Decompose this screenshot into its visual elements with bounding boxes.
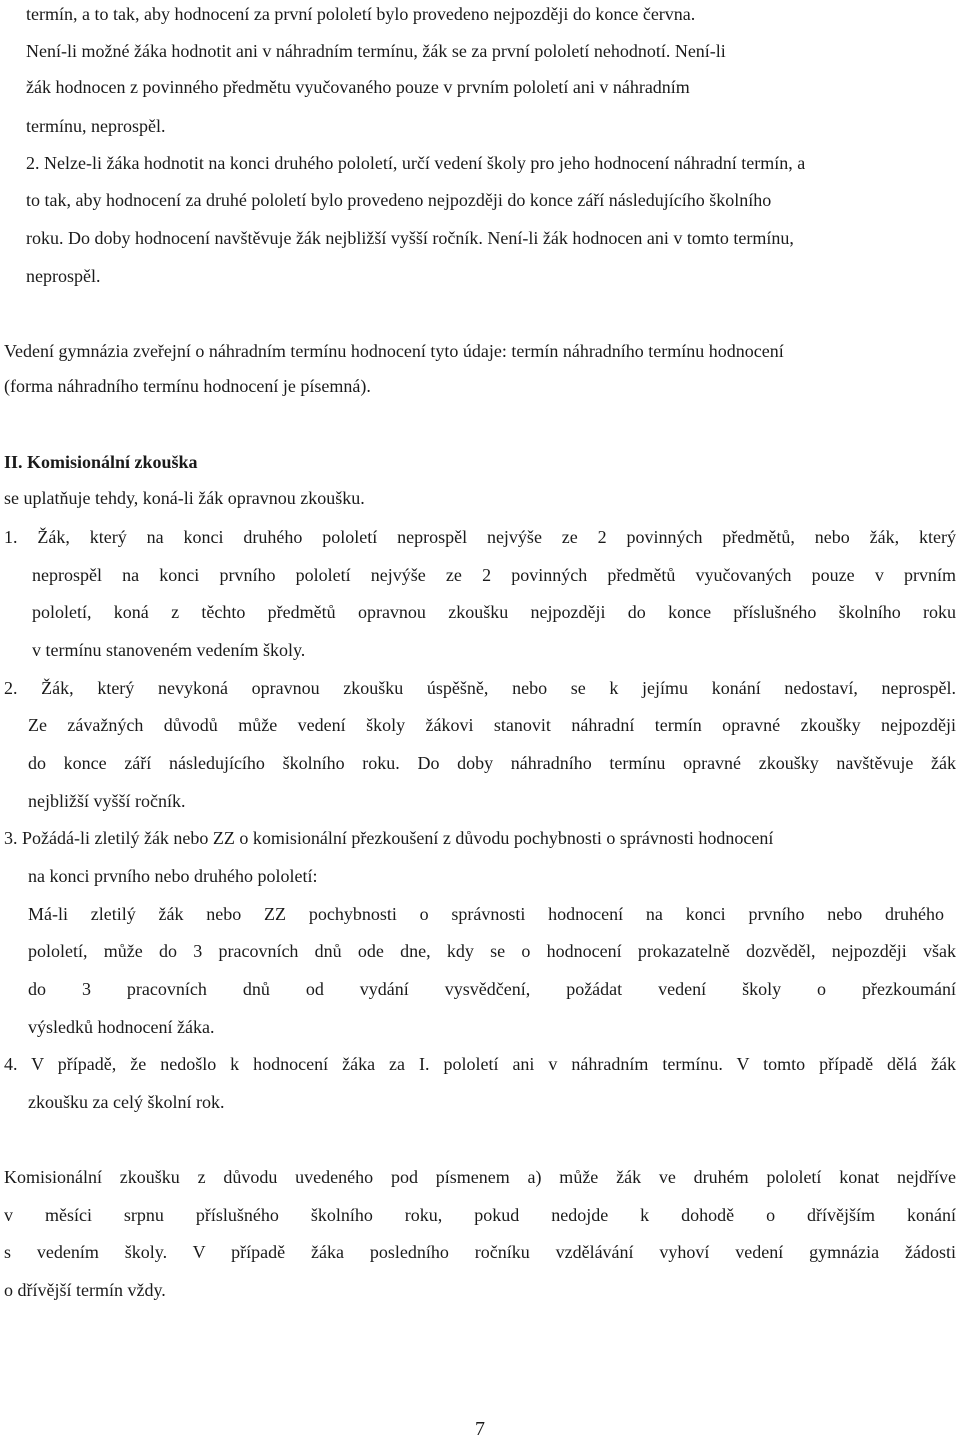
text-line: žák hodnocen z povinného předmětu vyučovaného pouze v prvním pololetí ani v náhradním — [26, 77, 690, 97]
text-line: Není-li možné žáka hodnotit ani v náhradním termínu, žák se za první pololetí nehodnotí. Není-li — [26, 41, 726, 61]
text-line: termínu, neprospěl. — [26, 116, 166, 136]
text-line: 4. V případě, že nedošlo k hodnocení žáka za I. pololetí ani v náhradním termínu. V tomto případě dělá žák — [4, 1054, 956, 1074]
text-line: výsledků hodnocení žáka. — [28, 1017, 215, 1037]
text-line: s vedením školy. V případě žáka posledního ročníku vzdělávání vyhoví vedení gymnázia žádosti — [4, 1242, 956, 1262]
text-line: v měsíci srpnu příslušného školního roku, pokud nedojde k dohodě o dřívějším konání — [4, 1205, 956, 1225]
text-line: 2. Žák, který nevykoná opravnou zkoušku úspěšně, nebo se k jejímu konání nedostaví, neprospěl. — [4, 678, 956, 698]
text-line: (forma náhradního termínu hodnocení je písemná). — [4, 376, 371, 396]
text-line: zkoušku za celý školní rok. — [28, 1092, 225, 1112]
text-line: neprospěl na konci prvního pololetí nejvýše ze 2 povinných předmětů vyučovaných pouze v prvním — [32, 565, 956, 585]
text-line: do konce září následujícího školního roku. Do doby náhradního termínu opravné zkoušky navštěvuje žák — [28, 753, 956, 773]
text-line: Vedení gymnázia zveřejní o náhradním termínu hodnocení tyto údaje: termín náhradního termínu hodnocení — [4, 341, 784, 361]
text-line: roku. Do doby hodnocení navštěvuje žák nejbližší vyšší ročník. Není-li žák hodnocen ani v tomto termínu, — [26, 228, 794, 248]
text-line: 1. Žák, který na konci druhého pololetí neprospěl nejvýše ze 2 povinných předmětů, nebo žák, který — [4, 527, 956, 547]
text-line: Ze závažných důvodů může vedení školy žákovi stanovit náhradní termín opravné zkoušky nejpozději — [28, 715, 956, 735]
text-line: na konci prvního nebo druhého pololetí: — [28, 866, 318, 886]
text-line: do 3 pracovních dnů od vydání vysvědčení, požádat vedení školy o přezkoumání — [28, 979, 956, 999]
text-line: neprospěl. — [26, 266, 101, 286]
text-line: to tak, aby hodnocení za druhé pololetí bylo provedeno nejpozději do konce září následujícího školního — [26, 190, 772, 210]
page-number: 7 — [475, 1418, 485, 1440]
text-line: termín, a to tak, aby hodnocení za první pololetí bylo provedeno nejpozději do konce června. — [26, 4, 696, 24]
text-line: Má-li zletilý žák nebo ZZ pochybnosti o správnosti hodnocení na konci prvního nebo druhého — [28, 904, 944, 924]
section-heading: II. Komisionální zkouška — [4, 452, 198, 472]
text-line: 2. Nelze-li žáka hodnotit na konci druhého pololetí, určí vedení školy pro jeho hodnocení náhradní termín, a — [26, 153, 806, 173]
text-line: o dřívější termín vždy. — [4, 1280, 166, 1300]
text-line: nejbližší vyšší ročník. — [28, 791, 186, 811]
text-line: Komisionální zkoušku z důvodu uvedeného pod písmenem a) může žák ve druhém pololetí konat nejdříve — [4, 1167, 956, 1187]
text-line: 3. Požádá-li zletilý žák nebo ZZ o komisionální přezkoušení z důvodu pochybnosti o správnosti hodnocení — [4, 828, 774, 848]
text-line: v termínu stanoveném vedením školy. — [32, 640, 306, 660]
text-line: se uplatňuje tehdy, koná-li žák opravnou zkoušku. — [4, 488, 365, 508]
text-line: pololetí, může do 3 pracovních dnů ode dne, kdy se o hodnocení prokazatelně dozvěděl, nejpozději však — [28, 941, 956, 961]
text-line: pololetí, koná z těchto předmětů opravnou zkoušku nejpozději do konce příslušného školního roku — [32, 602, 956, 622]
